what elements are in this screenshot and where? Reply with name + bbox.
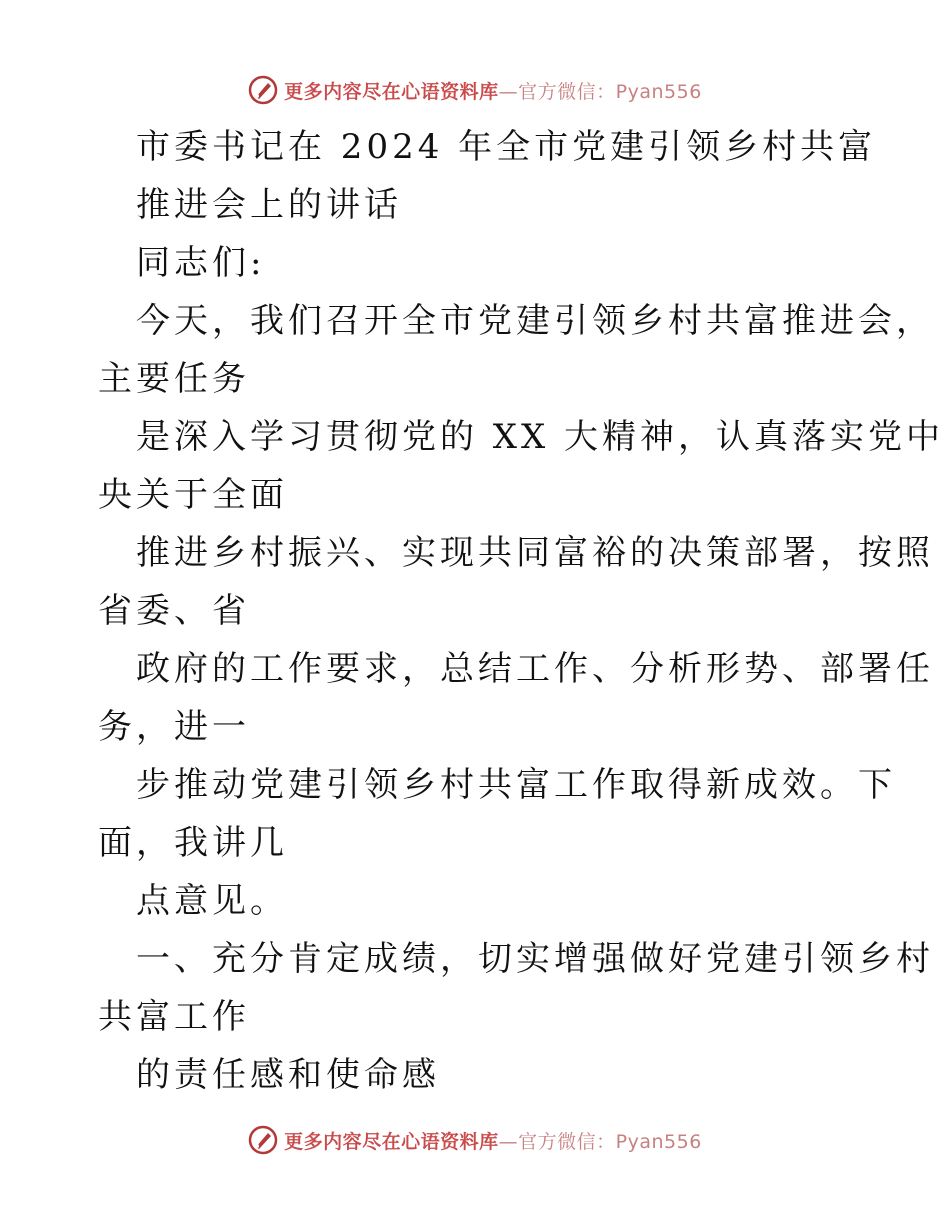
body-line: 点意见。 xyxy=(136,881,288,921)
body-line: 是深入学习贯彻党的 XX 大精神，认真落实党中 xyxy=(136,417,945,457)
header-banner-text xyxy=(284,77,702,104)
section-heading-line: 的责任感和使命感 xyxy=(136,1055,440,1095)
footer-banner-text xyxy=(284,1127,702,1154)
footer-banner-sub: —官方微信：Pyan556 xyxy=(498,1130,702,1153)
section-heading-line: 一、充分肯定成绩，切实增强做好党建引领乡村 xyxy=(136,939,934,979)
body-line: 今天，我们召开全市党建引领乡村共富推进会， xyxy=(136,301,934,341)
pen-logo-icon xyxy=(248,75,278,105)
header-banner xyxy=(0,72,950,108)
title-line-2: 推进会上的讲话 xyxy=(136,185,402,225)
body-line: 推进乡村振兴、实现共同富裕的决策部署，按照 xyxy=(136,533,934,573)
footer-banner-main: 更多内容尽在心语资料库 xyxy=(284,1130,499,1153)
section-heading-line: 共富工作 xyxy=(98,997,250,1037)
document-body xyxy=(98,118,945,1104)
body-line: 省委、省 xyxy=(98,591,250,631)
body-line: 主要任务 xyxy=(98,359,250,399)
body-line: 步推动党建引领乡村共富工作取得新成效。下 xyxy=(136,765,896,805)
title-line-1: 市委书记在 2024 年全市党建引领乡村共富 xyxy=(136,127,877,167)
footer-banner xyxy=(0,1122,950,1158)
body-line: 央关于全面 xyxy=(98,475,288,515)
body-line: 政府的工作要求，总结工作、分析形势、部署任 xyxy=(136,649,934,689)
header-banner-main: 更多内容尽在心语资料库 xyxy=(284,80,499,103)
salutation: 同志们: xyxy=(136,243,266,283)
body-line: 务，进一 xyxy=(98,707,250,747)
header-banner-sub: —官方微信：Pyan556 xyxy=(498,80,702,103)
pen-logo-icon xyxy=(248,1125,278,1155)
body-line: 面，我讲几 xyxy=(98,823,288,863)
